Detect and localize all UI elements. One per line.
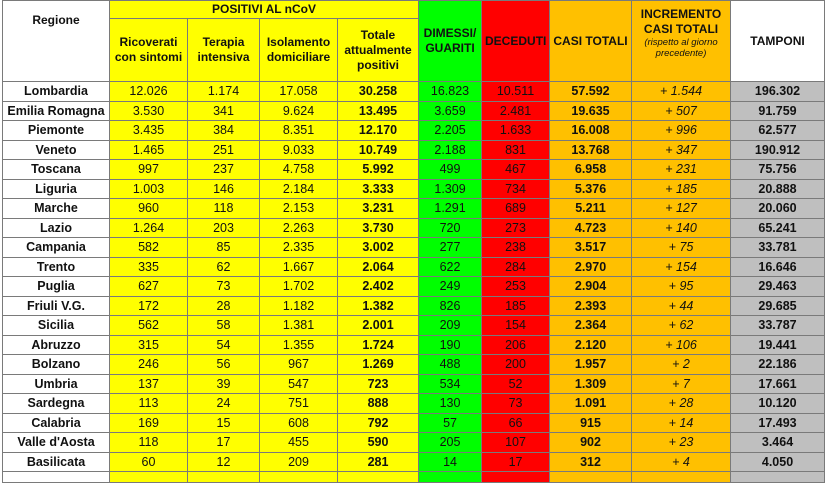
cell-totale-positivi: 1.382 <box>338 296 419 316</box>
cell-terapia: 237 <box>188 160 260 180</box>
cell-regione: Valle d'Aosta <box>3 433 110 453</box>
cell-dimessi: 534 <box>419 374 482 394</box>
cell-totale-positivi: 590 <box>338 433 419 453</box>
cell-isolamento: 608 <box>260 413 338 433</box>
cell-regione: Liguria <box>3 179 110 199</box>
cell-totale-positivi: 10.749 <box>338 140 419 160</box>
cell-deceduti: 10.511 <box>482 82 550 102</box>
cell-casi-totali: 2.120 <box>550 335 632 355</box>
cell-casi-totali: 13.768 <box>550 140 632 160</box>
cell-deceduti: 52 <box>482 374 550 394</box>
table-row <box>3 257 825 277</box>
cell-tamponi: 20.888 <box>731 179 825 199</box>
cell-terapia: 73 <box>188 277 260 297</box>
cell-incremento: + 507 <box>632 101 731 121</box>
table-row <box>3 316 825 336</box>
table-row <box>3 433 825 453</box>
cell-terapia: 54 <box>188 335 260 355</box>
cell-dimessi: 720 <box>419 218 482 238</box>
cell-totale-positivi: 1.724 <box>338 335 419 355</box>
table-row <box>3 296 825 316</box>
cell-ricoverati: 60 <box>110 452 188 472</box>
cell-totale-positivi: 3.231 <box>338 199 419 219</box>
cell-isolamento: 455 <box>260 433 338 453</box>
cell-terapia: 62 <box>188 257 260 277</box>
cell-totale-positivi: 13.495 <box>338 101 419 121</box>
cell-ricoverati: 627 <box>110 277 188 297</box>
cell-regione: Marche <box>3 199 110 219</box>
cell-isolamento: 547 <box>260 374 338 394</box>
header-tamponi: TAMPONI <box>731 1 825 82</box>
cell-totale-positivi: 2.064 <box>338 257 419 277</box>
cell-regione: Campania <box>3 238 110 258</box>
table-row <box>3 218 825 238</box>
cell-isolamento: 1.355 <box>260 335 338 355</box>
cell-isolamento: 2.335 <box>260 238 338 258</box>
cell-deceduti: 154 <box>482 316 550 336</box>
cell-incremento: + 185 <box>632 179 731 199</box>
cell-casi-totali: 1.309 <box>550 374 632 394</box>
cell-dimessi: 2.188 <box>419 140 482 160</box>
cell-casi-totali: 2.364 <box>550 316 632 336</box>
cell-deceduti: 238 <box>482 238 550 258</box>
header-incremento <box>632 1 731 82</box>
cell-regione: Abruzzo <box>3 335 110 355</box>
table-row <box>3 452 825 472</box>
header-dimessi: DIMESSI/ GUARITI <box>419 1 482 82</box>
cell-isolamento: 751 <box>260 394 338 414</box>
cell-deceduti: 185 <box>482 296 550 316</box>
cell-terapia: 58 <box>188 316 260 336</box>
cell-ricoverati: 315 <box>110 335 188 355</box>
cell-casi-totali: 312 <box>550 452 632 472</box>
cell-tamponi: 17.493 <box>731 413 825 433</box>
cell-terapia: 56 <box>188 355 260 375</box>
cell-totale-positivi: 30.258 <box>338 82 419 102</box>
cell-tamponi: 65.241 <box>731 218 825 238</box>
cell-incremento: + 28 <box>632 394 731 414</box>
cell-dimessi: 488 <box>419 355 482 375</box>
cell-tamponi: 22.186 <box>731 355 825 375</box>
table-body <box>3 82 825 483</box>
cell-deceduti: 467 <box>482 160 550 180</box>
cell-isolamento: 1.381 <box>260 316 338 336</box>
cell-totale-positivi: 12.170 <box>338 121 419 141</box>
cell-incremento: + 154 <box>632 257 731 277</box>
cell-tamponi: 29.463 <box>731 277 825 297</box>
cell-dimessi: 16.823 <box>419 82 482 102</box>
cell-totale-positivi: 2.402 <box>338 277 419 297</box>
cell-casi-totali: 3.517 <box>550 238 632 258</box>
header-isolamento: Isolamento domiciliare <box>260 19 338 82</box>
table-row <box>3 277 825 297</box>
cell-regione: Calabria <box>3 413 110 433</box>
cell-casi-totali: 902 <box>550 433 632 453</box>
cell-deceduti: 66 <box>482 413 550 433</box>
cell-deceduti: 689 <box>482 199 550 219</box>
cell-tamponi: 29.685 <box>731 296 825 316</box>
cell-dimessi: 14 <box>419 452 482 472</box>
cell-dimessi: 1.291 <box>419 199 482 219</box>
table-row <box>3 374 825 394</box>
cell-isolamento: 2.184 <box>260 179 338 199</box>
cell-dimessi-partial <box>419 472 482 483</box>
cell-isolamento: 17.058 <box>260 82 338 102</box>
cell-regione: Trento <box>3 257 110 277</box>
cell-dimessi: 249 <box>419 277 482 297</box>
table-row <box>3 413 825 433</box>
cell-casi-totali: 5.376 <box>550 179 632 199</box>
cell-totale-positivi: 792 <box>338 413 419 433</box>
cell-casi-totali: 2.904 <box>550 277 632 297</box>
cell-isolamento-partial <box>260 472 338 483</box>
cell-deceduti: 831 <box>482 140 550 160</box>
table-row <box>3 394 825 414</box>
regional-covid-table <box>2 0 825 483</box>
header-incremento-label: INCREMENTO CASI TOTALI <box>640 7 722 36</box>
cell-tamponi: 17.661 <box>731 374 825 394</box>
cell-ricoverati: 118 <box>110 433 188 453</box>
cell-isolamento: 209 <box>260 452 338 472</box>
cell-isolamento: 2.263 <box>260 218 338 238</box>
cell-casi-totali: 1.091 <box>550 394 632 414</box>
cell-incremento: + 1.544 <box>632 82 731 102</box>
cell-casi-totali-partial <box>550 472 632 483</box>
cell-totale-positivi: 723 <box>338 374 419 394</box>
header-totale-positivi: Totale attualmente positivi <box>338 19 419 82</box>
cell-dimessi: 205 <box>419 433 482 453</box>
cell-deceduti: 200 <box>482 355 550 375</box>
cell-totale-positivi: 888 <box>338 394 419 414</box>
cell-casi-totali: 1.957 <box>550 355 632 375</box>
cell-tamponi: 33.781 <box>731 238 825 258</box>
cell-dimessi: 130 <box>419 394 482 414</box>
cell-isolamento: 2.153 <box>260 199 338 219</box>
cell-dimessi: 1.309 <box>419 179 482 199</box>
cell-ricoverati: 12.026 <box>110 82 188 102</box>
cell-incremento: + 106 <box>632 335 731 355</box>
cell-isolamento: 4.758 <box>260 160 338 180</box>
header-terapia: Terapia intensiva <box>188 19 260 82</box>
cell-terapia: 203 <box>188 218 260 238</box>
cell-dimessi: 622 <box>419 257 482 277</box>
cell-incremento-partial <box>632 472 731 483</box>
cell-terapia: 118 <box>188 199 260 219</box>
cell-dimessi: 2.205 <box>419 121 482 141</box>
header-casi-totali: CASI TOTALI <box>550 1 632 82</box>
cell-regione: Toscana <box>3 160 110 180</box>
cell-terapia: 85 <box>188 238 260 258</box>
cell-tamponi: 33.787 <box>731 316 825 336</box>
cell-terapia: 28 <box>188 296 260 316</box>
cell-tamponi: 190.912 <box>731 140 825 160</box>
cell-ricoverati: 137 <box>110 374 188 394</box>
cell-deceduti: 2.481 <box>482 101 550 121</box>
cell-totale-positivi: 3.002 <box>338 238 419 258</box>
cell-totale-positivi-partial <box>338 472 419 483</box>
cell-regione: Friuli V.G. <box>3 296 110 316</box>
cell-terapia: 341 <box>188 101 260 121</box>
cell-casi-totali: 2.970 <box>550 257 632 277</box>
cell-tamponi: 4.050 <box>731 452 825 472</box>
cell-terapia: 146 <box>188 179 260 199</box>
cell-isolamento: 967 <box>260 355 338 375</box>
cell-dimessi: 499 <box>419 160 482 180</box>
cell-incremento: + 14 <box>632 413 731 433</box>
cell-terapia: 15 <box>188 413 260 433</box>
table-row <box>3 160 825 180</box>
cell-casi-totali: 915 <box>550 413 632 433</box>
table-row <box>3 82 825 102</box>
cell-deceduti: 107 <box>482 433 550 453</box>
cell-casi-totali: 16.008 <box>550 121 632 141</box>
cell-regione: Puglia <box>3 277 110 297</box>
cell-incremento: + 127 <box>632 199 731 219</box>
cell-ricoverati-partial <box>110 472 188 483</box>
table-row <box>3 238 825 258</box>
cell-ricoverati: 1.264 <box>110 218 188 238</box>
cell-tamponi: 3.464 <box>731 433 825 453</box>
cell-terapia: 384 <box>188 121 260 141</box>
cell-regione: Lazio <box>3 218 110 238</box>
cell-ricoverati: 172 <box>110 296 188 316</box>
header-regione: Regione <box>3 1 110 82</box>
cell-casi-totali: 6.958 <box>550 160 632 180</box>
cell-incremento: + 4 <box>632 452 731 472</box>
cell-regione: Basilicata <box>3 452 110 472</box>
cell-casi-totali: 2.393 <box>550 296 632 316</box>
cell-tamponi: 196.302 <box>731 82 825 102</box>
cell-deceduti: 17 <box>482 452 550 472</box>
cell-ricoverati: 960 <box>110 199 188 219</box>
cell-totale-positivi: 3.730 <box>338 218 419 238</box>
header-ricoverati: Ricoverati con sintomi <box>110 19 188 82</box>
cell-deceduti: 73 <box>482 394 550 414</box>
cell-casi-totali: 57.592 <box>550 82 632 102</box>
cell-isolamento: 1.702 <box>260 277 338 297</box>
cell-dimessi: 190 <box>419 335 482 355</box>
cell-terapia-partial <box>188 472 260 483</box>
cell-regione: Lombardia <box>3 82 110 102</box>
cell-terapia: 17 <box>188 433 260 453</box>
cell-incremento: + 2 <box>632 355 731 375</box>
cell-terapia: 24 <box>188 394 260 414</box>
cell-ricoverati: 3.435 <box>110 121 188 141</box>
table-row <box>3 101 825 121</box>
cell-incremento: + 140 <box>632 218 731 238</box>
header-positivi-group: POSITIVI AL nCoV <box>110 1 419 19</box>
cell-tamponi: 10.120 <box>731 394 825 414</box>
cell-totale-positivi: 2.001 <box>338 316 419 336</box>
cell-regione: Sardegna <box>3 394 110 414</box>
cell-terapia: 12 <box>188 452 260 472</box>
cell-incremento: + 95 <box>632 277 731 297</box>
cell-tamponi-partial <box>731 472 825 483</box>
cell-terapia: 39 <box>188 374 260 394</box>
cell-dimessi: 3.659 <box>419 101 482 121</box>
cell-ricoverati: 1.003 <box>110 179 188 199</box>
cell-ricoverati: 169 <box>110 413 188 433</box>
cell-regione: Piemonte <box>3 121 110 141</box>
cell-totale-positivi: 281 <box>338 452 419 472</box>
cell-tamponi: 62.577 <box>731 121 825 141</box>
cell-dimessi: 826 <box>419 296 482 316</box>
cell-incremento: + 44 <box>632 296 731 316</box>
table-row <box>3 355 825 375</box>
cell-totale-positivi: 5.992 <box>338 160 419 180</box>
cell-isolamento: 8.351 <box>260 121 338 141</box>
cell-terapia: 251 <box>188 140 260 160</box>
cell-tamponi: 19.441 <box>731 335 825 355</box>
cell-ricoverati: 113 <box>110 394 188 414</box>
cell-dimessi: 277 <box>419 238 482 258</box>
cell-tamponi: 16.646 <box>731 257 825 277</box>
cell-incremento: + 231 <box>632 160 731 180</box>
cell-tamponi: 91.759 <box>731 101 825 121</box>
cell-incremento: + 996 <box>632 121 731 141</box>
cell-regione: Bolzano <box>3 355 110 375</box>
cell-dimessi: 57 <box>419 413 482 433</box>
cell-ricoverati: 582 <box>110 238 188 258</box>
cell-ricoverati: 1.465 <box>110 140 188 160</box>
cell-incremento: + 347 <box>632 140 731 160</box>
cell-isolamento: 1.667 <box>260 257 338 277</box>
cell-dimessi: 209 <box>419 316 482 336</box>
cell-ricoverati: 3.530 <box>110 101 188 121</box>
cell-tamponi: 75.756 <box>731 160 825 180</box>
table-row <box>3 199 825 219</box>
cell-totale-positivi: 1.269 <box>338 355 419 375</box>
cell-regione-partial <box>3 472 110 483</box>
cell-incremento: + 7 <box>632 374 731 394</box>
cell-casi-totali: 4.723 <box>550 218 632 238</box>
cell-regione: Emilia Romagna <box>3 101 110 121</box>
cell-regione: Sicilia <box>3 316 110 336</box>
cell-incremento: + 23 <box>632 433 731 453</box>
cell-ricoverati: 246 <box>110 355 188 375</box>
table-row <box>3 140 825 160</box>
cell-incremento: + 75 <box>632 238 731 258</box>
cell-casi-totali: 19.635 <box>550 101 632 121</box>
cell-incremento: + 62 <box>632 316 731 336</box>
table-row <box>3 121 825 141</box>
cell-casi-totali: 5.211 <box>550 199 632 219</box>
cell-deceduti: 253 <box>482 277 550 297</box>
cell-deceduti: 206 <box>482 335 550 355</box>
cell-regione: Veneto <box>3 140 110 160</box>
cell-deceduti: 734 <box>482 179 550 199</box>
cell-ricoverati: 997 <box>110 160 188 180</box>
cell-isolamento: 1.182 <box>260 296 338 316</box>
table-row <box>3 179 825 199</box>
cell-isolamento: 9.624 <box>260 101 338 121</box>
cell-deceduti: 273 <box>482 218 550 238</box>
header-incremento-note: (rispetto al giorno precedente) <box>644 37 718 59</box>
cell-regione: Umbria <box>3 374 110 394</box>
cell-tamponi: 20.060 <box>731 199 825 219</box>
cell-deceduti-partial <box>482 472 550 483</box>
cell-deceduti: 1.633 <box>482 121 550 141</box>
header-deceduti: DECEDUTI <box>482 1 550 82</box>
table-row <box>3 335 825 355</box>
cell-terapia: 1.174 <box>188 82 260 102</box>
cell-isolamento: 9.033 <box>260 140 338 160</box>
cell-totale-positivi: 3.333 <box>338 179 419 199</box>
cell-deceduti: 284 <box>482 257 550 277</box>
cell-ricoverati: 562 <box>110 316 188 336</box>
cell-ricoverati: 335 <box>110 257 188 277</box>
table-row-partial <box>3 472 825 483</box>
